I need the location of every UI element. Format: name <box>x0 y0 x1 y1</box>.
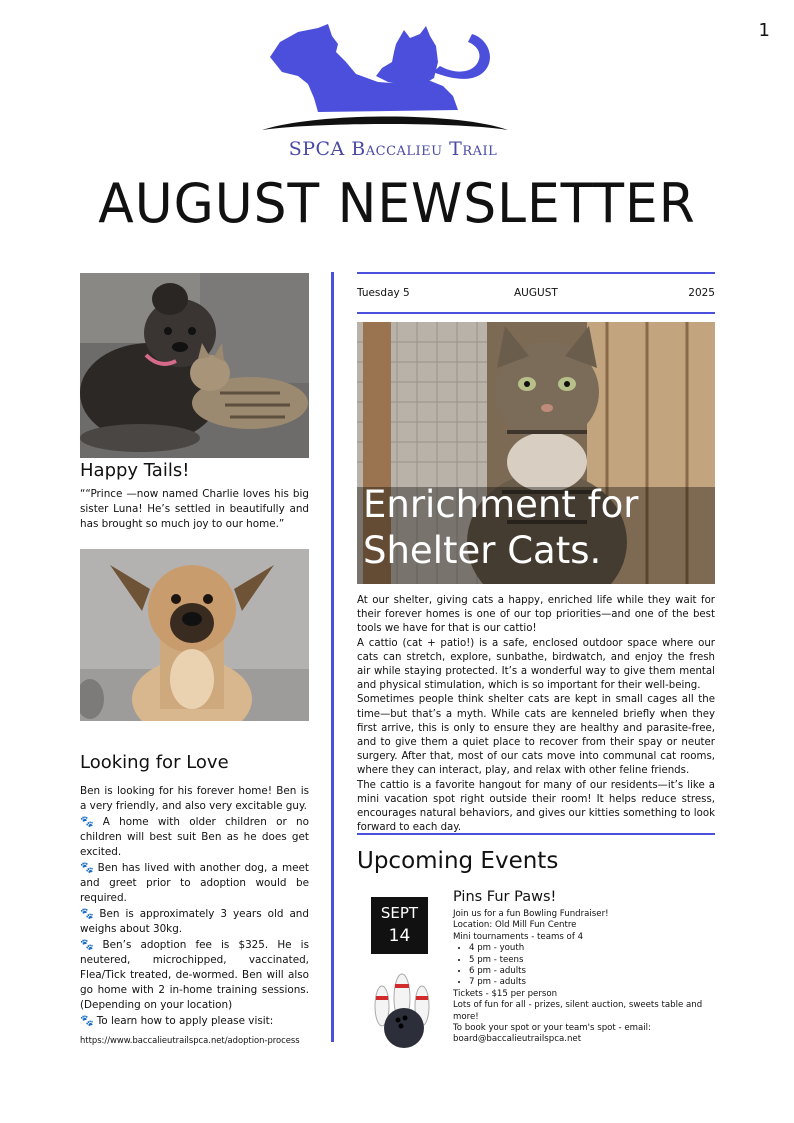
date-year: 2025 <box>688 287 715 299</box>
love-point: 🐾 Ben is approximately 3 years old and weighs about 30kg. <box>80 907 309 935</box>
event-time: • 6 pm - adults <box>469 966 718 977</box>
article-paragraph: Sometimes people think shelter cats are kept in small cages all the time—but that’s a myth. While cats are kenneled briefly when they first arrive, this is only to ensure they are healthy and parasite-free, and to give them a quiet place to recover from their spay or neuter surgery. After that, most of our cats move into communal cat rooms, where they can interact, play, and relax with other feline friends. <box>357 694 715 777</box>
event-date-month: SEPT <box>380 904 419 922</box>
cattio-hero-image <box>357 322 715 584</box>
page-number: 1 <box>758 20 770 41</box>
paw-icon: 🐾 <box>80 938 100 951</box>
event-date-box <box>371 897 428 954</box>
ben-dog-photo <box>80 549 309 721</box>
paw-icon: 🐾 <box>80 907 97 920</box>
date-month: AUGUST <box>514 287 558 299</box>
happy-tails-heading: Happy Tails! <box>80 460 190 481</box>
article-paragraph: The cattio is a favorite hangout for many of our residents—it’s like a mini vacation spot right outside their room! It helps reduce stress, encourages natural behaviors, and gives our kitties something to look forward to each day. <box>357 779 715 834</box>
adoption-process-link[interactable]: https://www.baccalieutrailspca.net/adoption-process <box>80 1035 300 1045</box>
event-time: • 5 pm - teens <box>469 955 718 966</box>
bowling-icon <box>370 972 434 1052</box>
looking-for-love-heading: Looking for Love <box>80 752 229 773</box>
love-point: 🐾 To learn how to apply please visit: <box>80 1014 274 1027</box>
event-times-list <box>469 943 718 989</box>
paw-icon: 🐾 <box>80 861 95 874</box>
event-name: Pins Fur Paws! <box>453 889 557 905</box>
event-time: • 7 pm - adults <box>469 977 718 988</box>
dog-and-kitten-photo <box>80 273 309 458</box>
column-divider <box>331 272 334 1042</box>
event-tickets: Tickets - $15 per person <box>453 988 558 999</box>
love-point: 🐾 A home with older children or no children will best suit Ben as he does get excited. <box>80 815 309 858</box>
event-tournaments: Mini tournaments - teams of 4 <box>453 931 584 942</box>
newsletter-title: AUGUST NEWSLETTER <box>98 172 696 235</box>
feature-headline: Enrichment for Shelter Cats. <box>363 483 639 572</box>
spca-logo <box>258 22 528 162</box>
event-booking: To book your spot or your team's spot - email: board@baccalieutrailspca.net <box>453 1023 651 1045</box>
organization-name: SPCA Baccalieu Trail <box>288 138 498 160</box>
event-time: • 4 pm - youth <box>469 943 718 954</box>
upcoming-events-heading: Upcoming Events <box>357 848 559 874</box>
love-point: 🐾 Ben has lived with another dog, a meet and greet prior to adoption would be required. <box>80 861 309 904</box>
love-intro: Ben is looking for his forever home! Ben is a very friendly, and also very excitable guy. <box>80 785 309 812</box>
looking-for-love-text <box>80 784 309 1029</box>
section-divider <box>357 833 715 835</box>
dog-cat-silhouette-icon <box>258 22 528 140</box>
love-point: 🐾 Ben’s adoption fee is $325. He is neutered, microchipped, vaccinated, Flea/Tick treated, de-wormed. Ben will also go home with 2 in-home training sessions. (Depending on your location) <box>80 938 309 1011</box>
happy-tails-text: ““Prince —now named Charlie loves his big sister Luna! He’s settled in beautifully and has brought so much joy to our home.” <box>80 488 309 530</box>
event-line: Join us for a fun Bowling Fundraiser! <box>453 909 609 919</box>
event-date-day: 14 <box>388 926 411 946</box>
date-day: Tuesday 5 <box>357 287 410 299</box>
event-details <box>453 909 718 1046</box>
article-paragraph: A cattio (cat + patio!) is a safe, enclosed outdoor space where our cats can stretch, explore, sunbathe, birdwatch, and enjoy the fresh air while staying protected. It’s a wonderful way to give them mental and physical stimulation, which is so important for their well-being. <box>357 637 715 692</box>
paw-icon: 🐾 <box>80 1014 94 1027</box>
event-location: Location: Old Mill Fun Centre <box>453 920 577 931</box>
date-bar <box>357 272 715 314</box>
event-fun: Lots of fun for all - prizes, silent auction, sweets table and more! <box>453 1000 703 1022</box>
paw-icon: 🐾 <box>80 815 100 828</box>
article-paragraph: At our shelter, giving cats a happy, enriched life while they wait for their forever homes is one of our top priorities—and one of the best tools we have for that is our cattio! <box>357 595 715 635</box>
feature-article <box>357 594 715 835</box>
